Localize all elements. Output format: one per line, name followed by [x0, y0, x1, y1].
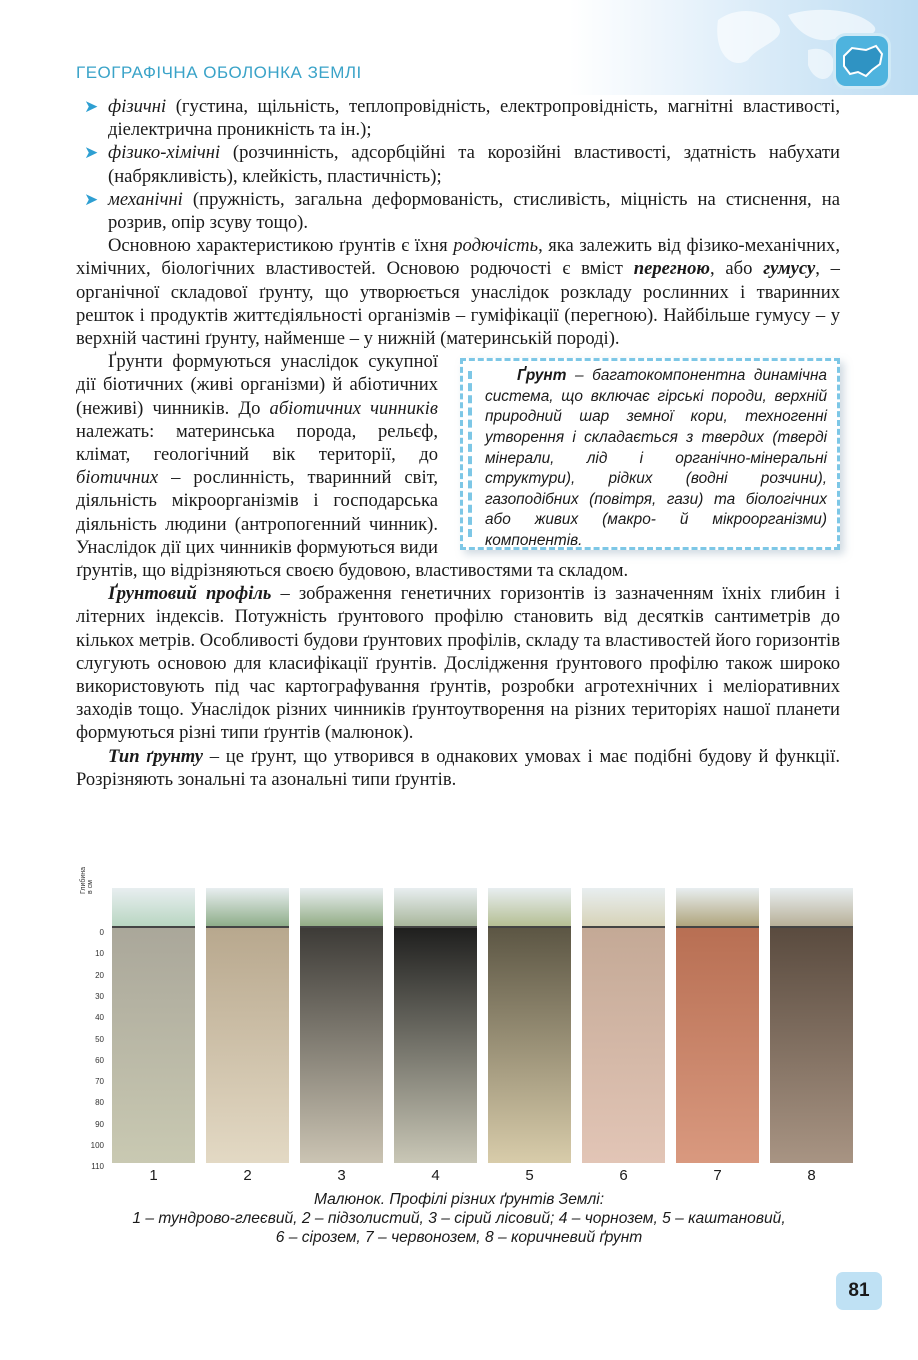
- map-of-ukraine-icon: [836, 36, 888, 86]
- soil-profile-column: [676, 888, 759, 1184]
- depth-label: Глибина в см: [80, 866, 94, 894]
- depth-tick-label: 80: [95, 1098, 104, 1108]
- soil-columns: [112, 888, 860, 1184]
- profile-number: 5: [525, 1167, 534, 1184]
- bullet-arrow-icon: ➤: [84, 143, 99, 164]
- text-run: Основною характеристикою ґрунтів є їхня: [108, 235, 454, 257]
- landscape-illustration: [488, 888, 571, 926]
- box-dashed-bar: [468, 371, 472, 537]
- landscape-illustration: [300, 888, 383, 926]
- soil-profile-image: [112, 926, 195, 1163]
- text-run: належать: материнська порода, рельєф, клімат, геологічний вік території, до: [76, 420, 438, 466]
- soil-profile-column: [206, 888, 289, 1184]
- depth-tick-label: 20: [95, 970, 104, 980]
- text-run: Ґрунти формуються унаслідок сукупної дії біотичних (живі організми) й абіотичних (неживі) чинників. До: [76, 351, 438, 419]
- profile-number: 1: [149, 1167, 158, 1184]
- depth-tick-label: 100: [90, 1141, 104, 1150]
- page-number: 81: [836, 1272, 882, 1310]
- term-bold: гумусу: [763, 258, 816, 280]
- soil-profile-column: [488, 888, 571, 1184]
- paragraph-factors: [76, 350, 840, 582]
- landscape-illustration: [770, 888, 853, 926]
- bullet-term: механічні: [108, 188, 183, 210]
- landscape-illustration: [206, 888, 289, 926]
- depth-tick-label: 30: [95, 991, 104, 1001]
- text-run: – зображення генетичних горизонтів із зазначенням їхніх глибин і літерних індексів. Потужність ґрунтового профілю становить від десятків сантиметрів до кількох метрів. Особливості будови ґрунтових профілів, складу та властивостей його горизонтів слугують основою для класифікації ґрунтів. Дослідження ґрунтового профілю також широко використовують під час картографування ґрунтів, розробки агротехнічних і меліоративних заходів тощо. Унаслідок різних чинників ґрунтоутворення на різних територіях нашої планети формуються різні типи ґрунтів (малюнок).: [76, 583, 840, 744]
- text-run: , або: [709, 258, 764, 280]
- list-item: [76, 188, 840, 234]
- bullet-term: фізичні: [108, 96, 167, 117]
- bullet-text: (густина, щільність, теплопровідність, електропровідність, магнітні властивості, діелектрична проникність та ін.);: [108, 96, 840, 141]
- bullet-arrow-icon: ➤: [84, 189, 99, 210]
- soil-profile-image: [300, 926, 383, 1163]
- bullet-text: (розчинність, адсорбційні та корозійні властивості, здатність набухати (набрякливість), клейкість, пластичність);: [108, 142, 840, 187]
- soil-profile-image: [394, 926, 477, 1163]
- depth-tick-label: 10: [95, 949, 104, 959]
- landscape-illustration: [394, 888, 477, 926]
- profile-number: 2: [243, 1167, 252, 1184]
- soil-profile-column: [394, 888, 477, 1184]
- soil-profile-image: [488, 926, 571, 1163]
- definition-text: [477, 366, 827, 551]
- caption-line: 6 – сірозем, 7 – червонозем, 8 – коричневий ґрунт: [275, 1229, 643, 1246]
- soil-profile-image: [770, 926, 853, 1163]
- definition-body: – багатокомпонентна динамічна система, що включає гірські породи, верхній природний шар земної кори, техногенні утворення і складається з твердих (тверді мінерали, лід і органічно-мінеральні структури), рідких (водні розчини), газоподібних (повітря, гази) та біологічних або живих (макро- й мікроорганізми) компонентів.: [485, 367, 827, 549]
- page-body: [76, 95, 840, 791]
- term-bold: Ґрунтовий профіль: [108, 583, 272, 605]
- text-run: , – органічної складової ґрунту, що утворюється унаслідок розкладу рослинних і тваринних решток і продуктів життєдіяльності організмів – гуміфікації (перегною). Найбільше гумусу – у верхній частині ґрунту, найменше – у нижній (материнській породі).: [76, 258, 840, 350]
- depth-tick-label: 40: [95, 1013, 104, 1023]
- soil-profiles-figure: [80, 866, 860, 1184]
- text-run: – рослинність, тваринний світ, діяльність мікроорганізмів і господарська діяльність людини (антропогенний чинник). Унаслідок дії цих чинників формуються види ґрунтів, що відрізняються своєю будовою, властивостями та складом.: [76, 467, 629, 582]
- caption-title: Малюнок. Профілі різних ґрунтів Землі:: [313, 1191, 605, 1208]
- profile-number: 4: [431, 1167, 440, 1184]
- list-item: [76, 141, 840, 187]
- definition-box: [460, 358, 840, 550]
- soil-profile-image: [582, 926, 665, 1163]
- bullet-term: фізико-хімічні: [108, 142, 221, 164]
- depth-tick-label: 110: [91, 1162, 104, 1172]
- paragraph-soil-type: [76, 745, 840, 791]
- paragraph-soil-profile: [76, 582, 840, 744]
- depth-tick-label: 0: [99, 928, 104, 937]
- list-item: [76, 95, 840, 141]
- landscape-illustration: [582, 888, 665, 926]
- profile-number: 6: [619, 1167, 628, 1184]
- soil-profile-column: [770, 888, 853, 1184]
- depth-scale: [80, 866, 110, 1172]
- profile-number: 3: [337, 1167, 346, 1184]
- depth-tick-label: 50: [95, 1034, 104, 1044]
- bullet-text: (пружність, загальна деформованість, стисливість, міцність на стиснення, на розрив, опір зсуву тощо).: [108, 188, 840, 234]
- soil-profile-image: [676, 926, 759, 1163]
- soil-profile-column: [112, 888, 195, 1184]
- section-title: ГЕОГРАФІЧНА ОБОЛОНКА ЗЕМЛІ: [76, 63, 362, 82]
- soil-profile-column: [300, 888, 383, 1184]
- landscape-illustration: [112, 888, 195, 926]
- profile-number: 8: [807, 1167, 816, 1184]
- definition-term: Ґрунт: [517, 367, 567, 385]
- term-italic: родючість: [453, 235, 539, 257]
- paragraph-fertility: [76, 234, 840, 350]
- bullet-arrow-icon: ➤: [84, 97, 99, 117]
- depth-tick-label: 90: [95, 1119, 104, 1129]
- depth-tick-label: 70: [95, 1077, 104, 1087]
- depth-tick-label: 60: [95, 1055, 104, 1065]
- term-italic: біотичних: [76, 467, 159, 489]
- landscape-illustration: [676, 888, 759, 926]
- text-run: – це ґрунт, що утворився в однакових умовах і має подібні будову й функції. Розрізняють зональні та азональні типи ґрунтів.: [76, 745, 840, 790]
- figure-caption: [76, 1190, 842, 1247]
- profile-number: 7: [713, 1167, 722, 1184]
- soil-profile-column: [582, 888, 665, 1184]
- text-run: , яка залежить від фізико-механічних, хімічних, біологічних властивостей. Основою родючості є вміст: [76, 235, 840, 280]
- term-bold: перегною: [633, 258, 710, 280]
- soil-profile-image: [206, 926, 289, 1163]
- term-italic: абіотичних чинників: [269, 397, 438, 419]
- caption-line: 1 – тундрово-глеєвий, 2 – підзолистий, 3 – сірий лісовий; 4 – чорнозем, 5 – каштановий,: [132, 1210, 786, 1227]
- term-bold: Тип ґрунту: [108, 745, 204, 767]
